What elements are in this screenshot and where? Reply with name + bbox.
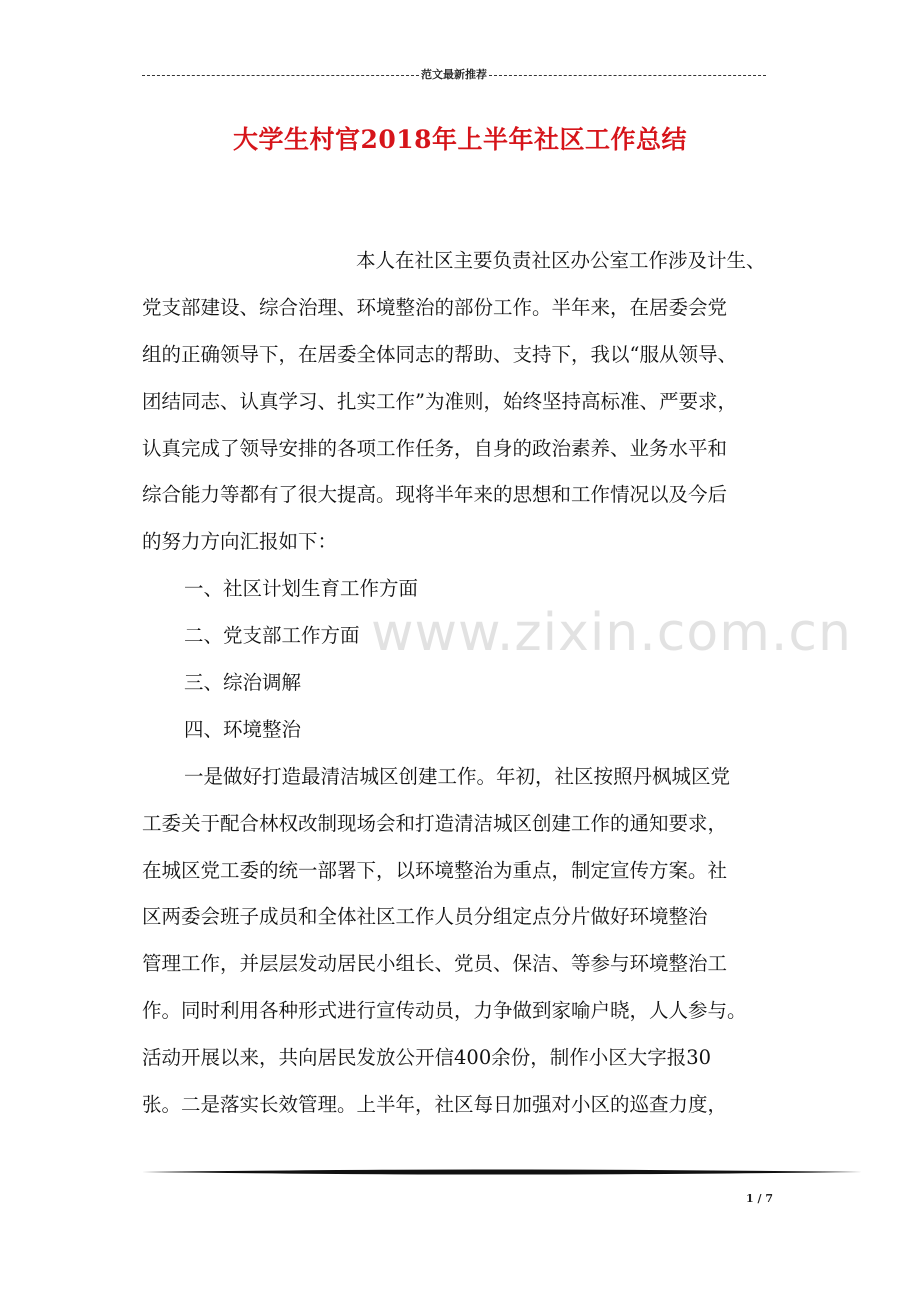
footer-rule	[142, 1168, 862, 1176]
paragraph-line: 认真完成了领导安排的各项工作任务，自身的政治素养、业务水平和	[142, 436, 728, 460]
footer-rule-graphic	[142, 1168, 862, 1176]
paragraph-line: 本人在社区主要负责社区办公室工作涉及计生、	[356, 249, 766, 272]
page-header	[142, 68, 766, 82]
document-title: 大学生村官2018年上半年社区工作总结	[232, 125, 688, 154]
paragraph-line: 活动开展以来，共向居民发放公开信400余份，制作小区大字报30	[142, 1046, 712, 1070]
paragraph-line: 组的正确领导下，在居委全体同志的帮助、支持下，我以“服从领导、	[142, 342, 737, 366]
paragraph-line: 综合能力等都有了很大提高。现将半年来的思想和工作情况以及今后	[142, 483, 728, 507]
document-body	[142, 238, 792, 1129]
paragraph-line: 作。同时利用各种形式进行宣传动员，力争做到家喻户晓，人人参与。	[142, 999, 747, 1023]
paragraph-line: 张。二是落实长效管理。上半年，社区每日加强对小区的巡查力度，	[142, 1093, 728, 1117]
paragraph-line: 党支部建设、综合治理、环境整治的部份工作。半年来，在居委会党	[142, 295, 728, 319]
header-dash-right	[489, 75, 766, 76]
paragraph-line: 管理工作，并层层发动居民小组长、党员、保洁、等参与环境整治工	[142, 952, 728, 976]
section-heading: 二、党支部工作方面	[184, 624, 360, 648]
section-heading: 一、社区计划生育工作方面	[184, 577, 419, 601]
page-number: 1 / 7	[746, 1192, 773, 1205]
paragraph-line: 一是做好打造最清洁城区创建工作。年初，社区按照丹枫城区党	[184, 764, 731, 788]
paragraph-line: 工委关于配合林权改制现场会和打造清洁城区创建工作的通知要求，	[142, 811, 728, 835]
header-label: 范文最新推荐	[421, 68, 487, 81]
paragraph-line: 在城区党工委的统一部署下，以环境整治为重点，制定宣传方案。社	[142, 858, 728, 882]
paragraph-line: 区两委会班子成员和全体社区工作人员分组定点分片做好环境整治	[142, 905, 708, 929]
watermark: www.zixin.com.cn	[371, 603, 852, 663]
paragraph-line: 的努力方向汇报如下：	[142, 530, 338, 554]
section-heading: 四、环境整治	[184, 717, 302, 741]
section-heading: 三、综治调解	[184, 671, 302, 695]
paragraph-line: 团结同志、认真学习、扎实工作”为准则，始终坚持高标准、严要求，	[142, 389, 737, 413]
header-dash-left	[142, 75, 419, 76]
